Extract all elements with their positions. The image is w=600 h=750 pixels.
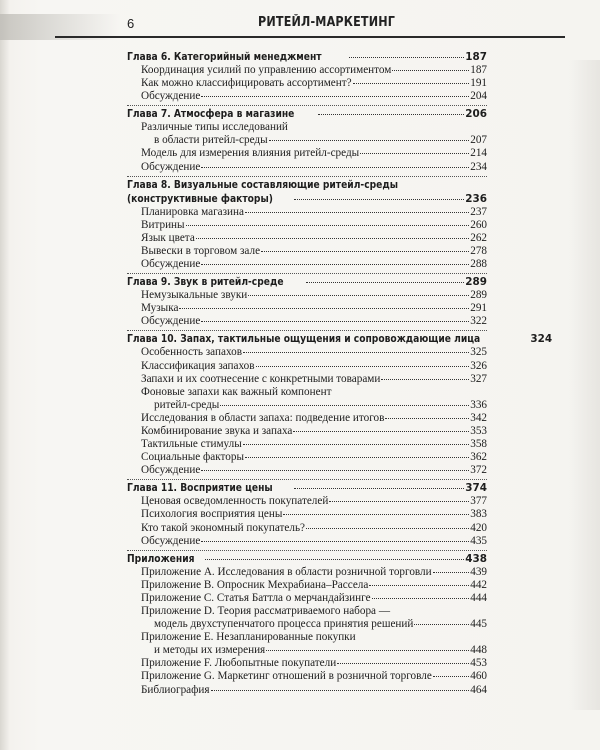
entry-page-number: 260: [470, 218, 487, 231]
toc-section: [127, 105, 487, 173]
entry-page-number: 377: [470, 495, 487, 508]
entry-title: Комбинирование звука и запаха: [141, 424, 293, 437]
toc-entry[interactable]: [127, 302, 487, 315]
section-divider: [127, 550, 487, 551]
entry-page-number: 439: [470, 565, 487, 578]
dot-leader: [381, 379, 469, 380]
toc-section: [127, 50, 487, 103]
dot-leader: [220, 405, 469, 406]
dot-leader: [201, 167, 469, 168]
toc-entry[interactable]: [127, 232, 487, 245]
toc-entry[interactable]: [127, 360, 487, 373]
dot-leader: [266, 650, 469, 651]
entry-page-number: 325: [470, 346, 487, 359]
entry-title: Приложение D. Теория рассматриваемого набора —: [141, 605, 391, 617]
entry-page-number: 191: [470, 77, 487, 90]
entry-title: Библиография: [141, 683, 210, 696]
entry-page-number: 420: [470, 521, 487, 534]
entry-page-number: 383: [470, 508, 487, 521]
entry-title: Особенность запахов: [141, 346, 242, 359]
entry-page-number: 453: [470, 657, 487, 670]
toc-entry[interactable]: [127, 64, 487, 77]
dot-leader: [306, 282, 464, 283]
entry-page-number: 234: [470, 160, 487, 173]
toc-entry[interactable]: [127, 147, 487, 160]
dot-leader: [318, 114, 464, 115]
dot-leader: [294, 199, 464, 200]
entry-title: Приложение F. Любопытные покупатели: [141, 657, 337, 670]
entry-title: Исследования в области запаха: подведение итогов: [141, 411, 385, 424]
toc-entry[interactable]: [127, 161, 487, 174]
entry-title: Приложение E. Незапланированные покупки: [141, 631, 356, 644]
toc-entry[interactable]: [127, 579, 487, 592]
dot-leader: [433, 572, 470, 573]
table-of-contents: [127, 50, 553, 697]
toc-entry[interactable]: [127, 508, 487, 521]
entry-page-number: 206: [465, 108, 487, 121]
toc-entry[interactable]: [127, 522, 487, 535]
dot-leader: [196, 238, 469, 239]
entry-page-number: 444: [470, 591, 487, 604]
entry-page-number: 289: [470, 289, 487, 302]
dot-leader: [201, 541, 469, 542]
entry-page-number: 291: [470, 302, 487, 315]
dot-leader: [293, 431, 469, 432]
entry-title: Глава 9. Звук в ритейл-среде: [127, 276, 284, 289]
toc-entry[interactable]: [127, 657, 487, 670]
toc-entry[interactable]: [127, 644, 487, 657]
toc-entry[interactable]: [127, 121, 487, 134]
entry-page-number: 324: [530, 333, 553, 346]
entry-page-number: 445: [470, 618, 487, 631]
toc-section: [127, 176, 487, 271]
entry-title: Ценовая осведомленность покупателей: [141, 495, 329, 508]
entry-title: Различные типы исследований: [141, 121, 288, 134]
toc-entry[interactable]: [127, 219, 487, 232]
dot-leader: [245, 457, 469, 458]
toc-section: [127, 479, 487, 547]
dot-leader: [248, 295, 469, 296]
entry-title: Фоновые запахи как важный компонент: [141, 385, 332, 398]
entry-title: Обсуждение: [141, 464, 201, 477]
entry-title: (конструктивные факторы): [127, 192, 273, 205]
entry-page-number: 342: [470, 411, 487, 424]
dot-leader: [433, 676, 469, 677]
toc-entry[interactable]: [127, 206, 487, 219]
entry-title: Приложение A. Исследования в области розничной торговли: [141, 565, 432, 578]
dot-leader: [369, 585, 469, 586]
toc-entry[interactable]: [127, 90, 487, 103]
entry-title: Глава 7. Атмосфера в магазине: [127, 108, 295, 121]
toc-entry[interactable]: [127, 245, 487, 258]
entry-title: Немузыкальные звуки: [141, 289, 248, 302]
entry-page-number: 204: [470, 90, 487, 103]
entry-page-number: 187: [465, 51, 487, 63]
toc-entry[interactable]: [127, 386, 487, 399]
entry-title: Витрины: [141, 218, 185, 231]
toc-entry[interactable]: [127, 315, 487, 328]
dot-leader: [283, 514, 469, 515]
section-divider: [127, 330, 487, 331]
toc-chapter-entry[interactable]: [127, 178, 487, 192]
entry-title: Приложения: [127, 552, 195, 565]
toc-entry[interactable]: [127, 566, 487, 579]
page-number: 6: [127, 16, 135, 31]
entry-page-number: 362: [470, 451, 487, 464]
toc-entry[interactable]: [127, 399, 487, 412]
toc-entry[interactable]: [127, 258, 487, 271]
toc-chapter-entry[interactable]: [127, 192, 487, 206]
entry-page-number: 374: [465, 482, 487, 495]
entry-page-number: 214: [470, 147, 487, 160]
entry-title: Социальные факторы: [141, 451, 244, 464]
entry-title: Тактильные стимулы: [141, 438, 242, 451]
entry-page-number: 438: [465, 552, 487, 565]
entry-title: Обсуждение: [141, 160, 201, 173]
dot-leader: [329, 501, 469, 502]
toc-entry[interactable]: [127, 134, 487, 147]
entry-page-number: 262: [470, 231, 487, 244]
entry-title: Глава 6. Категорийный менеджмент: [127, 51, 322, 63]
entry-page-number: 336: [470, 398, 487, 411]
entry-page-number: 372: [470, 464, 487, 477]
toc-chapter-entry[interactable]: [127, 50, 487, 64]
entry-page-number: 435: [470, 534, 487, 547]
dot-leader: [269, 140, 470, 141]
entry-title: ритейл-среды: [154, 398, 220, 411]
toc-entry[interactable]: [127, 425, 487, 438]
entry-page-number: 326: [470, 359, 487, 372]
entry-page-number: 289: [465, 276, 487, 289]
entry-page-number: 464: [470, 683, 487, 696]
toc-entry[interactable]: [127, 77, 487, 90]
toc-chapter-entry[interactable]: [127, 275, 487, 289]
dot-leader: [261, 251, 469, 252]
toc-entry[interactable]: [127, 289, 487, 302]
dot-leader: [349, 57, 464, 58]
dot-leader: [414, 624, 469, 625]
toc-chapter-entry[interactable]: [127, 552, 487, 566]
entry-title: Приложение C. Статья Баттла о мерчандайзинге: [141, 591, 371, 604]
entry-page-number: 358: [470, 438, 487, 451]
entry-page-number: 288: [470, 258, 487, 271]
section-divider: [127, 105, 487, 106]
toc-chapter-entry[interactable]: [127, 332, 553, 346]
entry-title: Психология восприятия цены: [141, 508, 283, 521]
entry-title: Обсуждение: [141, 90, 201, 103]
entry-title: Глава 11. Восприятие цены: [127, 482, 273, 495]
dot-leader: [201, 264, 469, 265]
entry-page-number: 448: [470, 644, 487, 657]
entry-title: Классификация запахов: [141, 359, 255, 372]
entry-page-number: 442: [470, 578, 487, 591]
dot-leader: [353, 83, 470, 84]
toc-entry[interactable]: [127, 592, 487, 605]
entry-title: Планировка магазина: [141, 205, 244, 218]
dot-leader: [306, 528, 469, 529]
dot-leader: [392, 70, 469, 71]
entry-title: и методы их измерения: [154, 644, 266, 657]
dot-leader: [243, 444, 469, 445]
toc-entry[interactable]: [127, 605, 487, 618]
toc-entry[interactable]: [127, 438, 487, 451]
dot-leader: [205, 559, 465, 560]
entry-title: Модель для измерения влияния ритейл-среды: [141, 147, 360, 160]
dot-leader: [179, 308, 469, 309]
entry-page-number: 207: [470, 134, 487, 147]
entry-page-number: 327: [470, 372, 487, 385]
dot-leader: [337, 663, 469, 664]
entry-title: в области ритейл-среды: [154, 134, 268, 147]
toc-section: [127, 273, 487, 328]
section-divider: [127, 176, 487, 177]
entry-title: Как можно классифицировать ассортимент?: [141, 77, 352, 90]
toc-section: [127, 330, 553, 477]
toc-section: [127, 550, 487, 697]
entry-page-number: 322: [470, 315, 487, 328]
entry-page-number: 236: [465, 192, 487, 205]
dot-leader: [201, 321, 469, 322]
dot-leader: [186, 225, 470, 226]
dot-leader: [245, 212, 469, 213]
dot-leader: [243, 352, 469, 353]
entry-title: Обсуждение: [141, 258, 201, 271]
toc-entry[interactable]: [127, 535, 487, 548]
entry-title: Глава 8. Визуальные составляющие ритейл-среды: [127, 178, 399, 191]
entry-title: Обсуждение: [141, 315, 201, 328]
entry-title: Музыка: [141, 302, 179, 315]
dot-leader: [294, 488, 465, 489]
entry-page-number: 460: [470, 670, 487, 683]
toc-entry[interactable]: [127, 451, 487, 464]
section-divider: [127, 273, 487, 274]
entry-title: Приложение G. Маркетинг отношений в розничной торговле: [141, 670, 432, 683]
toc-chapter-entry[interactable]: [127, 107, 487, 121]
dot-leader: [385, 418, 469, 419]
dot-leader: [372, 598, 470, 599]
toc-entry[interactable]: [127, 373, 487, 386]
entry-title: Кто такой экономный покупатель?: [141, 521, 306, 534]
toc-chapter-entry[interactable]: [127, 481, 487, 495]
toc-entry[interactable]: [127, 412, 487, 425]
toc-entry[interactable]: [127, 631, 487, 644]
dot-leader: [256, 366, 470, 367]
entry-title: Глава 10. Запах, тактильные ощущения и сопровождающие лица: [127, 333, 481, 346]
dot-leader: [201, 96, 469, 97]
section-divider: [127, 479, 487, 480]
entry-title: Приложение B. Опросник Мехрабиана–Рассела: [141, 578, 369, 591]
entry-page-number: 353: [470, 424, 487, 437]
entry-page-number: 187: [470, 64, 487, 76]
toc-entry[interactable]: [127, 346, 487, 359]
toc-entry[interactable]: [127, 464, 487, 477]
entry-title: Обсуждение: [141, 534, 201, 547]
entry-title: Запахи и их соотнесение с конкретными товарами: [141, 372, 381, 385]
dot-leader: [360, 153, 469, 154]
toc-entry[interactable]: [127, 495, 487, 508]
dot-leader: [211, 690, 470, 691]
entry-title: модель двухступенчатого процесса принятия решений: [154, 618, 414, 631]
toc-entry[interactable]: [127, 684, 487, 697]
entry-title: Координация усилий по управлению ассортиментом: [141, 64, 392, 76]
entry-page-number: 237: [470, 205, 487, 218]
dot-leader: [201, 470, 469, 471]
entry-title: Вывески в торговом зале: [141, 244, 261, 257]
toc-entry[interactable]: [127, 618, 487, 631]
bleed-through-shadow: [568, 60, 600, 710]
entry-page-number: 278: [470, 244, 487, 257]
entry-title: Язык цвета: [141, 231, 195, 244]
running-head: РИТЕЙЛ-МАРКЕТИНГ: [258, 15, 396, 30]
toc-entry[interactable]: [127, 670, 487, 683]
